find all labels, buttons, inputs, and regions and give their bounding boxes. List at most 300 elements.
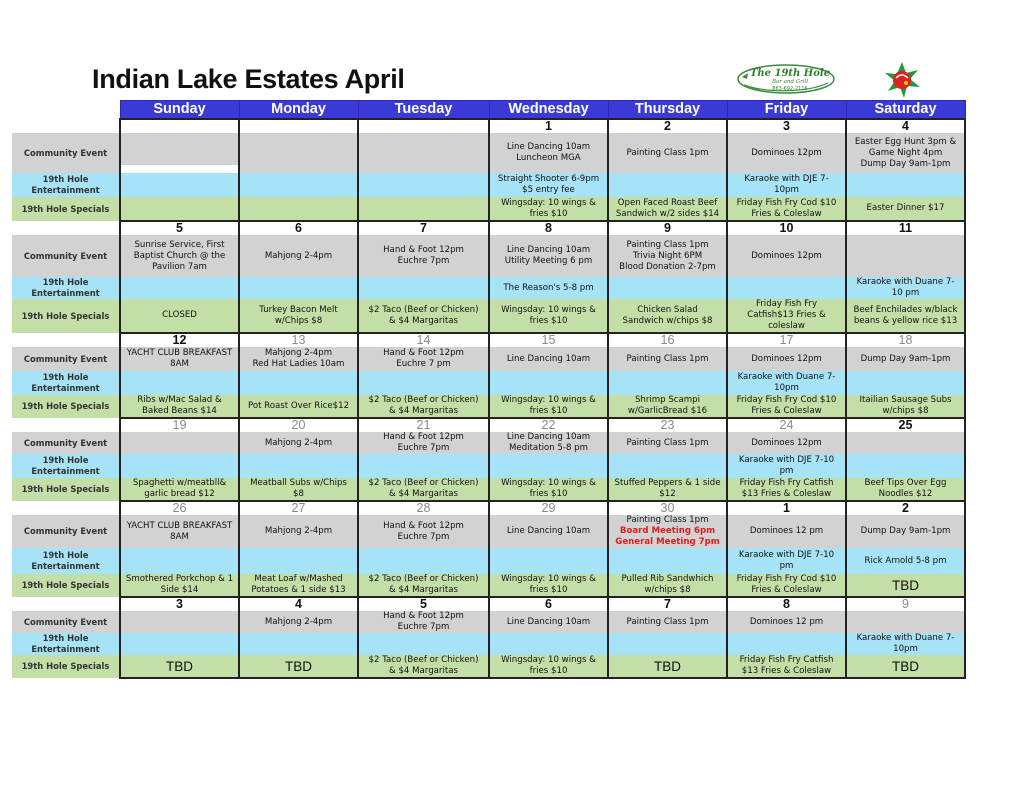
entertainment-cell (727, 371, 846, 395)
specials-cell (727, 478, 846, 501)
specials-cell (489, 655, 608, 678)
date-number: 5 (358, 597, 489, 611)
entertainment-cell (358, 277, 489, 299)
event-text: Hand & Foot 12pm (383, 432, 464, 442)
row-label-blank (12, 333, 120, 347)
event-text: Dump Day 9am-1pm (860, 526, 951, 536)
community-event-cell (608, 432, 727, 454)
event-text: Potatoes & 1 side $13 (251, 585, 346, 595)
event-text: Friday Fish Fry Cod $10 (736, 574, 837, 584)
date-row (12, 597, 965, 611)
community-event-cell (120, 515, 239, 548)
specials-cell (846, 574, 965, 597)
specials-row (12, 574, 965, 597)
entertainment-cell (239, 548, 358, 574)
event-text: Painting Class 1pm (626, 147, 709, 158)
tbd-text: TBD (892, 577, 919, 593)
entertainment-row (12, 548, 965, 574)
entertainment-cell (239, 277, 358, 299)
community-event-cell (608, 515, 727, 548)
event-text: $2 Taco (Beef or Chicken) (368, 655, 479, 665)
event-text: $2 Taco (Beef or Chicken) (368, 574, 479, 584)
event-text: Wingsday: 10 wings & (501, 655, 596, 665)
event-text: Trivia Night 6PM (632, 250, 703, 261)
community-event-cell (489, 432, 608, 454)
event-text: Euchre 7pm (397, 443, 450, 453)
community-event-row (12, 133, 965, 173)
date-number: 25 (846, 418, 965, 432)
date-number: 3 (120, 597, 239, 611)
specials-cell (239, 574, 358, 597)
entertainment-cell (239, 371, 358, 395)
event-text: Sandwich w/2 sides $14 (615, 208, 720, 219)
row-label-blank (12, 221, 120, 235)
event-text: Ribs w/Mac Salad & (137, 395, 222, 405)
date-number: 19 (120, 418, 239, 432)
event-text: garlic bread $12 (144, 489, 215, 499)
row-label-entertainment: 19th Hole Entertainment (12, 548, 120, 574)
community-event-cell (608, 347, 727, 371)
event-text: Baptist Church @ the (133, 250, 226, 261)
date-number: 1 (727, 501, 846, 515)
event-text: Wingsday: 10 wings & (501, 478, 596, 488)
specials-cell (846, 197, 965, 221)
entertainment-cell (489, 371, 608, 395)
date-number: 8 (727, 597, 846, 611)
specials-cell (120, 395, 239, 418)
event-text: Baked Beans $14 (142, 406, 217, 416)
event-text: Stuffed Peppers & 1 side (614, 478, 721, 488)
community-event-cell (120, 235, 239, 277)
event-text: The Reason's 5-8 pm (503, 282, 594, 293)
event-text: Straight Shooter 6-9pm (497, 174, 600, 184)
event-text: $13 Fries & Coleslaw (741, 489, 832, 499)
row-label-community: Community Event (12, 133, 120, 173)
event-text: beans & yellow rice $13 (853, 315, 958, 326)
date-number (358, 119, 489, 133)
date-number: 3 (727, 119, 846, 133)
community-event-cell (727, 515, 846, 548)
day-header: Friday (727, 101, 846, 120)
event-text: Line Dancing 10am (506, 353, 591, 364)
event-text: Painting Class 1pm (626, 353, 709, 364)
event-text: Blood Donation 2-7pm (619, 261, 716, 272)
event-text: Karaoke with DJE 7-10 (738, 550, 835, 560)
event-text: 10pm (893, 644, 918, 654)
entertainment-cell (489, 173, 608, 197)
event-text: Easter Egg Hunt 3pm & (854, 136, 957, 147)
event-text: Sunrise Service, First (134, 239, 225, 250)
event-text: 8AM (170, 359, 189, 369)
event-text: $12 (659, 489, 676, 499)
community-event-row (12, 611, 965, 633)
event-text: w/chips $8 (882, 406, 929, 416)
event-text: Wingsday: 10 wings & (501, 197, 596, 208)
row-label-blank (12, 418, 120, 432)
event-text: Mahjong 2-4pm (264, 526, 333, 536)
entertainment-cell (358, 633, 489, 655)
date-number: 9 (608, 221, 727, 235)
blank-strip (121, 165, 238, 173)
date-number: 28 (358, 501, 489, 515)
entertainment-cell (489, 633, 608, 655)
community-event-cell (239, 133, 358, 173)
community-event-cell (358, 611, 489, 633)
row-label-specials: 19th Hole Specials (12, 574, 120, 597)
entertainment-cell (489, 548, 608, 574)
entertainment-cell (358, 454, 489, 478)
community-event-cell (239, 611, 358, 633)
row-label-blank (12, 501, 120, 515)
community-event-cell (120, 611, 239, 633)
community-event-cell (120, 133, 239, 173)
date-number: 4 (846, 119, 965, 133)
event-text: Friday Fish Fry Catfish (739, 655, 834, 665)
nineteenth-hole-logo (736, 63, 836, 95)
date-number: 23 (608, 418, 727, 432)
specials-cell (120, 478, 239, 501)
event-text: Dominoes 12pm (751, 250, 822, 261)
community-event-cell (846, 432, 965, 454)
event-text: Line Dancing 10am (506, 432, 591, 442)
event-text: Smothered Porkchop & 1 (125, 574, 234, 584)
tbd-text: TBD (166, 658, 193, 674)
date-number: 30 (608, 501, 727, 515)
specials-cell (239, 395, 358, 418)
event-text: Red Hat Ladies 10am (252, 359, 345, 369)
event-text: Friday Fish Fry Cod $10 (736, 197, 837, 208)
event-text: Line Dancing 10am (506, 526, 591, 536)
date-number: 18 (846, 333, 965, 347)
event-text: Karaoke with DJE 7-10 (738, 455, 835, 465)
event-text: Shrimp Scampi (634, 395, 701, 405)
date-number: 27 (239, 501, 358, 515)
specials-row (12, 299, 965, 333)
community-event-cell (846, 133, 965, 173)
event-text: Karaoke with Duane 7- (856, 277, 955, 287)
entertainment-cell (846, 548, 965, 574)
weekday-header-row (12, 101, 965, 120)
event-text: 10pm (774, 383, 799, 393)
date-number: 1 (489, 119, 608, 133)
event-text: Hand & Foot 12pm (383, 611, 464, 621)
event-text: Karaoke with DJE 7- (744, 174, 829, 184)
specials-cell (358, 655, 489, 678)
community-event-row (12, 235, 965, 277)
community-event-cell (489, 611, 608, 633)
row-label-specials: 19th Hole Specials (12, 395, 120, 418)
day-header: Sunday (120, 101, 239, 120)
community-event-cell (846, 347, 965, 371)
specials-cell (846, 478, 965, 501)
event-text: Meditation 5-8 pm (509, 443, 588, 453)
date-row (12, 221, 965, 235)
community-event-cell (846, 235, 965, 277)
specials-cell (120, 574, 239, 597)
event-text: Game Night 4pm (868, 147, 943, 158)
community-event-cell (120, 347, 239, 371)
community-event-cell (608, 133, 727, 173)
row-label-specials: 19th Hole Specials (12, 299, 120, 333)
row-label-entertainment: 19th Hole Entertainment (12, 633, 120, 655)
event-text: w/chips $8 (644, 585, 691, 595)
event-text: Wingsday: 10 wings & (501, 304, 596, 315)
community-event-cell (239, 515, 358, 548)
specials-cell (358, 299, 489, 333)
event-text: fries $10 (529, 406, 568, 416)
entertainment-cell (239, 454, 358, 478)
tbd-text: TBD (285, 658, 312, 674)
event-text: Friday Fish Fry (755, 299, 818, 309)
event-text: $8 (293, 489, 304, 499)
event-text: Itailian Sausage Subs (859, 395, 952, 405)
specials-cell (120, 655, 239, 678)
event-text: Board Meeting 6pm (619, 526, 716, 536)
community-event-cell (358, 515, 489, 548)
specials-row (12, 197, 965, 221)
event-text: Utility Meeting 6 pm (504, 256, 593, 266)
event-text: $2 Taco (Beef or Chicken) (368, 478, 479, 488)
specials-cell (239, 197, 358, 221)
event-text: Luncheon MGA (516, 153, 581, 163)
date-number: 6 (489, 597, 608, 611)
event-text: Meatball Subs w/Chips (250, 478, 347, 488)
april-calendar (12, 100, 966, 679)
specials-cell (608, 478, 727, 501)
date-number: 21 (358, 418, 489, 432)
row-label-entertainment: 19th Hole Entertainment (12, 454, 120, 478)
row-label-community: Community Event (12, 432, 120, 454)
community-event-cell (608, 611, 727, 633)
entertainment-cell (239, 633, 358, 655)
event-text: w/GarlicBread $16 (627, 406, 708, 416)
date-number: 15 (489, 333, 608, 347)
specials-row (12, 478, 965, 501)
event-text: Friday Fish Fry Cod $10 (736, 395, 837, 405)
specials-cell (489, 299, 608, 333)
community-event-cell (727, 235, 846, 277)
event-text: Euchre 7pm (397, 531, 450, 542)
row-label-community: Community Event (12, 515, 120, 548)
community-event-cell (727, 432, 846, 454)
event-text: Noodles $12 (878, 489, 933, 499)
date-number: 2 (846, 501, 965, 515)
page-title: Indian Lake Estates April (92, 64, 405, 94)
date-row (12, 418, 965, 432)
event-text: pm (779, 561, 794, 571)
event-text: $2 Taco (Beef or Chicken) (368, 395, 479, 405)
row-label-blank (12, 597, 120, 611)
community-event-cell (239, 432, 358, 454)
community-event-cell (358, 235, 489, 277)
event-text: Fries & Coleslaw (751, 406, 822, 416)
calendar-body (12, 119, 965, 678)
specials-cell (846, 299, 965, 333)
entertainment-cell (120, 277, 239, 299)
entertainment-cell (120, 371, 239, 395)
row-label-blank (12, 119, 120, 133)
community-event-cell (727, 611, 846, 633)
specials-cell (489, 197, 608, 221)
day-header: Thursday (608, 101, 727, 120)
event-text: Mahjong 2-4pm (264, 616, 333, 627)
date-number: 22 (489, 418, 608, 432)
community-event-cell (239, 347, 358, 371)
entertainment-cell (727, 173, 846, 197)
community-event-row (12, 347, 965, 371)
entertainment-row (12, 454, 965, 478)
date-number: 4 (239, 597, 358, 611)
event-text: Dominoes 12 pm (749, 616, 824, 627)
entertainment-cell (120, 454, 239, 478)
specials-cell (358, 395, 489, 418)
event-text: $13 Fries & Coleslaw (741, 666, 832, 676)
event-text: Line Dancing 10am (506, 245, 591, 255)
event-text: 10 pm (891, 288, 920, 298)
event-text: & $4 Margaritas (389, 489, 458, 499)
specials-row (12, 655, 965, 678)
specials-cell (608, 299, 727, 333)
event-text: fries $10 (529, 315, 568, 326)
entertainment-row (12, 277, 965, 299)
event-text: Chicken Salad (637, 304, 698, 315)
date-row (12, 501, 965, 515)
date-number: 5 (120, 221, 239, 235)
event-text: Line Dancing 10am (506, 142, 591, 152)
date-number (239, 119, 358, 133)
event-text: Turkey Bacon Melt (259, 304, 338, 315)
event-text: Pavilion 7am (152, 261, 207, 272)
event-text: Dominoes 12pm (751, 437, 822, 448)
event-text: & $4 Margaritas (389, 585, 458, 595)
specials-cell (120, 197, 239, 221)
community-event-cell (358, 347, 489, 371)
date-number: 2 (608, 119, 727, 133)
community-event-cell (846, 611, 965, 633)
event-text: Euchre 7pm (397, 256, 450, 266)
event-text: Painting Class 1pm (626, 239, 709, 250)
row-label-specials: 19th Hole Specials (12, 478, 120, 501)
star-logo-icon (882, 60, 922, 100)
row-label-specials: 19th Hole Specials (12, 197, 120, 221)
specials-cell (608, 655, 727, 678)
day-header: Saturday (846, 101, 965, 120)
date-row (12, 119, 965, 133)
entertainment-cell (239, 173, 358, 197)
event-text: Karaoke with Duane 7- (856, 633, 955, 643)
community-event-cell (489, 347, 608, 371)
date-number: 7 (608, 597, 727, 611)
event-text: Easter Dinner $17 (866, 203, 945, 213)
entertainment-cell (358, 548, 489, 574)
specials-cell (358, 574, 489, 597)
event-text: fries $10 (529, 489, 568, 499)
community-event-cell (489, 133, 608, 173)
event-text: Pulled Rib Sandwhich (621, 574, 714, 584)
event-text: Euchre 7 pm (396, 359, 451, 369)
tbd-text: TBD (654, 658, 681, 674)
svg-text:The 19th Hole: The 19th Hole (749, 68, 831, 79)
event-text: Hand & Foot 12pm (383, 245, 464, 255)
entertainment-cell (120, 633, 239, 655)
specials-cell (239, 478, 358, 501)
community-event-cell (239, 235, 358, 277)
day-header: Wednesday (489, 101, 608, 120)
event-text: Beef Enchilades w/black (853, 304, 958, 315)
specials-cell (727, 299, 846, 333)
row-label-community: Community Event (12, 235, 120, 277)
event-text: Euchre 7pm (397, 622, 450, 632)
entertainment-cell (489, 277, 608, 299)
community-event-cell (489, 235, 608, 277)
event-text: Spaghetti w/meatbll& (132, 478, 227, 488)
date-row (12, 333, 965, 347)
event-text: YACHT CLUB BREAKFAST (126, 348, 233, 358)
event-text: Karaoke with Duane 7- (737, 372, 836, 382)
specials-cell (239, 299, 358, 333)
event-text: Painting Class 1pm (626, 515, 709, 525)
entertainment-cell (608, 454, 727, 478)
community-event-cell (727, 133, 846, 173)
event-text: Side $14 (160, 585, 199, 595)
specials-cell (489, 574, 608, 597)
row-label-community: Community Event (12, 347, 120, 371)
event-text: & $4 Margaritas (389, 315, 458, 326)
date-number: 6 (239, 221, 358, 235)
entertainment-cell (358, 173, 489, 197)
event-text: coleslaw (768, 321, 805, 331)
entertainment-cell (846, 454, 965, 478)
date-number: 7 (358, 221, 489, 235)
event-text: Dump Day 9am-1pm (860, 158, 951, 169)
entertainment-cell (608, 277, 727, 299)
svg-text:863-692-2116: 863-692-2116 (772, 86, 808, 92)
event-text: YACHT CLUB BREAKFAST (126, 520, 233, 531)
entertainment-row (12, 633, 965, 655)
date-number: 12 (120, 333, 239, 347)
day-header: Monday (239, 101, 358, 120)
event-text: 10pm (774, 185, 799, 195)
row-label-entertainment: 19th Hole Entertainment (12, 371, 120, 395)
event-text: Wingsday: 10 wings & (501, 574, 596, 584)
specials-cell (608, 197, 727, 221)
event-text: 8AM (170, 531, 189, 542)
specials-cell (489, 478, 608, 501)
event-text: Meat Loaf w/Mashed (254, 574, 343, 584)
event-text: & $4 Margaritas (389, 666, 458, 676)
date-number: 8 (489, 221, 608, 235)
entertainment-row (12, 371, 965, 395)
entertainment-cell (846, 173, 965, 197)
header-corner (12, 101, 120, 120)
event-text: Pot Roast Over Rice$12 (247, 400, 350, 411)
event-text: w/Chips $8 (274, 315, 323, 326)
event-text: Friday Fish Fry Catfish (739, 478, 834, 488)
community-event-row (12, 515, 965, 548)
entertainment-cell (608, 633, 727, 655)
specials-row (12, 395, 965, 418)
event-text: Mahjong 2-4pm (264, 437, 333, 448)
tbd-text: TBD (892, 658, 919, 674)
specials-cell (239, 655, 358, 678)
specials-cell (608, 574, 727, 597)
event-text: $5 entry fee (522, 185, 575, 195)
date-number: 20 (239, 418, 358, 432)
specials-cell (120, 299, 239, 333)
event-text: fries $10 (529, 666, 568, 676)
event-text: Catfish$13 Fries & (747, 310, 826, 320)
community-event-cell (727, 347, 846, 371)
